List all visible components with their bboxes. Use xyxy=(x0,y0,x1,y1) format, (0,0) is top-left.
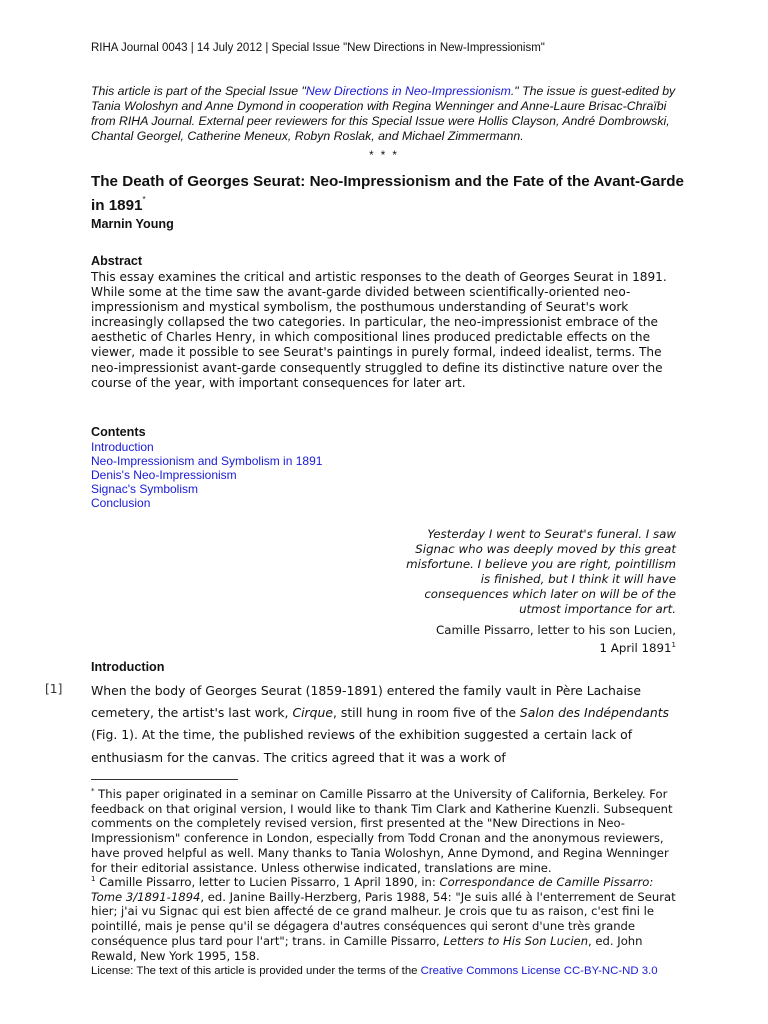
license-text: License: The text of this article is provided under the terms of the xyxy=(91,965,421,977)
toc-link-denis-neo-impressionism[interactable]: Denis's Neo-Impressionism xyxy=(91,468,237,482)
paragraph-number: [1] xyxy=(45,682,63,696)
article-author: Marnin Young xyxy=(91,217,174,231)
attribution-line: Camille Pissarro, letter to his son Lucien, xyxy=(436,623,676,637)
toc-link-introduction[interactable]: Introduction xyxy=(91,440,154,454)
toc-link-signac-symbolism[interactable]: Signac's Symbolism xyxy=(91,482,198,496)
body-text-run: When the body of Georges Seurat (1859-1891) entered the family vault in Père Lachaise cemetery, the artist's last work, xyxy=(91,683,642,721)
special-issue-link[interactable]: New Directions in Neo-Impressionism xyxy=(305,84,511,98)
article-title xyxy=(91,172,691,216)
epigraph-attribution xyxy=(376,623,676,656)
epigraph-line: misfortune. I believe you are right, pointillism xyxy=(406,557,676,571)
running-header: RIHA Journal 0043 | 14 July 2012 | Special Issue "New Directions in New-Impressionism" xyxy=(91,42,545,54)
body-text-run: , still hung in room five of the xyxy=(332,705,520,721)
special-issue-note-rest: ." The issue is guest-edited by Tania Woloshyn and Anne Dymond in cooperation with Regina Wenninger and Anne-Laure Brisac-Chraïbi from RIHA Journal. External peer reviewers for this Special Issue were Hollis Clayson, André Dombrowski, Chantal Georgel, Catherine Meneux, Robyn Roslak, and Michael Zimmermann. xyxy=(91,84,676,143)
contents-heading: Contents xyxy=(91,425,146,439)
footnote-mark: * xyxy=(91,787,95,795)
footnote-text: Camille Pissarro, letter to Lucien Pissarro, 1 April 1890, in: xyxy=(95,874,440,889)
section-heading-introduction: Introduction xyxy=(91,660,165,674)
special-issue-note-text: This article is part of the Special Issue " xyxy=(91,84,306,98)
article-title-text: The Death of Georges Seurat: Neo-Impressionism and the Fate of the Avant-Garde in 1891 xyxy=(91,173,684,215)
special-issue-note xyxy=(91,84,681,144)
title-footnote-mark[interactable]: * xyxy=(142,195,146,204)
section-separator: * * * xyxy=(369,150,399,162)
footnote-italic: Correspondance de Camille Pissarro: Tome 3/1891-1894 xyxy=(91,874,654,904)
footnote-text: , ed. Janine Bailly-Herzberg, Paris 1988, 54: "Je suis allé à l'enterrement de Seurat hier; j'ai vu Signac qui est bien affecté de ce grand malheur. Je crois que tu as raison, c'est fini le pointillé, mais je pense qu'il se dégagera d'autres conséquences qui seront d'une très grande conséquence plus tard pour l'art"; trans. in Camille Pissarro, xyxy=(91,889,676,949)
body-text-run: (Fig. 1). At the time, the published reviews of the exhibition suggested a certain lack of enthusiasm for the canvas. The critics agreed that it was a work of xyxy=(91,727,633,765)
epigraph-line: Yesterday I went to Seurat's funeral. I saw xyxy=(427,527,676,541)
epigraph-quote xyxy=(376,527,676,617)
footnote-italic: Letters to His Son Lucien xyxy=(443,934,589,949)
footnote-text: , ed. John Rewald, New York 1995, 158. xyxy=(91,934,643,963)
footnote-mark: 1 xyxy=(91,875,96,883)
footnote-2 xyxy=(91,872,683,964)
epigraph-line: Signac who was deeply moved by this great xyxy=(415,542,676,556)
footnote-divider xyxy=(91,779,238,780)
body-paragraph xyxy=(91,680,683,769)
license-notice xyxy=(91,965,658,977)
license-link[interactable]: Creative Commons License CC-BY-NC-ND 3.0 xyxy=(420,965,658,977)
epigraph-line: is finished, but I think it will have xyxy=(480,572,676,586)
epigraph-line: utmost importance for art. xyxy=(519,602,676,616)
abstract-heading: Abstract xyxy=(91,254,143,268)
table-of-contents xyxy=(91,440,322,510)
epigraph-line: consequences which later on will be of the xyxy=(424,587,676,601)
footnote-1 xyxy=(91,784,683,876)
body-text-italic: Salon des Indépendants xyxy=(519,705,670,721)
body-text-italic: Cirque xyxy=(292,705,333,721)
toc-link-conclusion[interactable]: Conclusion xyxy=(91,496,151,510)
footnote-text: This paper originated in a seminar on Camille Pissarro at the University of California, Berkeley. For feedback on that original version, I would like to thank Tim Clark and Katherine Kuenzli. Subsequent comments on the completely revised version, first presented at the "New Directions in Neo-Impressionism" conference in London, especially from Todd Cronan and the anonymous reviewers, have proved helpful as well. Many thanks to Tania Woloshyn, Anne Dymond, and Regina Wenninger for their editorial assistance. Unless otherwise indicated, translations are mine. xyxy=(91,786,673,875)
epigraph-footnote-mark[interactable]: 1 xyxy=(671,641,676,649)
abstract-text: This essay examines the critical and artistic responses to the death of Georges Seurat in 1891. While some at the time saw the avant-garde divided between scientifically-oriented neo-impressionism and mystical symbolism, the posthumous understanding of Seurat's work increasingly collapsed the two categories. In particular, the neo-impressionist embrace of the aesthetic of Charles Henry, in which compositional lines produced predictable effects on the viewer, made it possible to see Seurat's paintings in purely formal, indeed idealist, terms. The neo-impressionist avant-garde consequently struggled to define its distinctive nature over the course of the year, with important consequences for later art. xyxy=(91,270,667,390)
toc-link-neo-impressionism-and-symbolism[interactable]: Neo-Impressionism and Symbolism in 1891 xyxy=(91,454,323,468)
attribution-date: 1 April 1891 xyxy=(599,640,672,655)
